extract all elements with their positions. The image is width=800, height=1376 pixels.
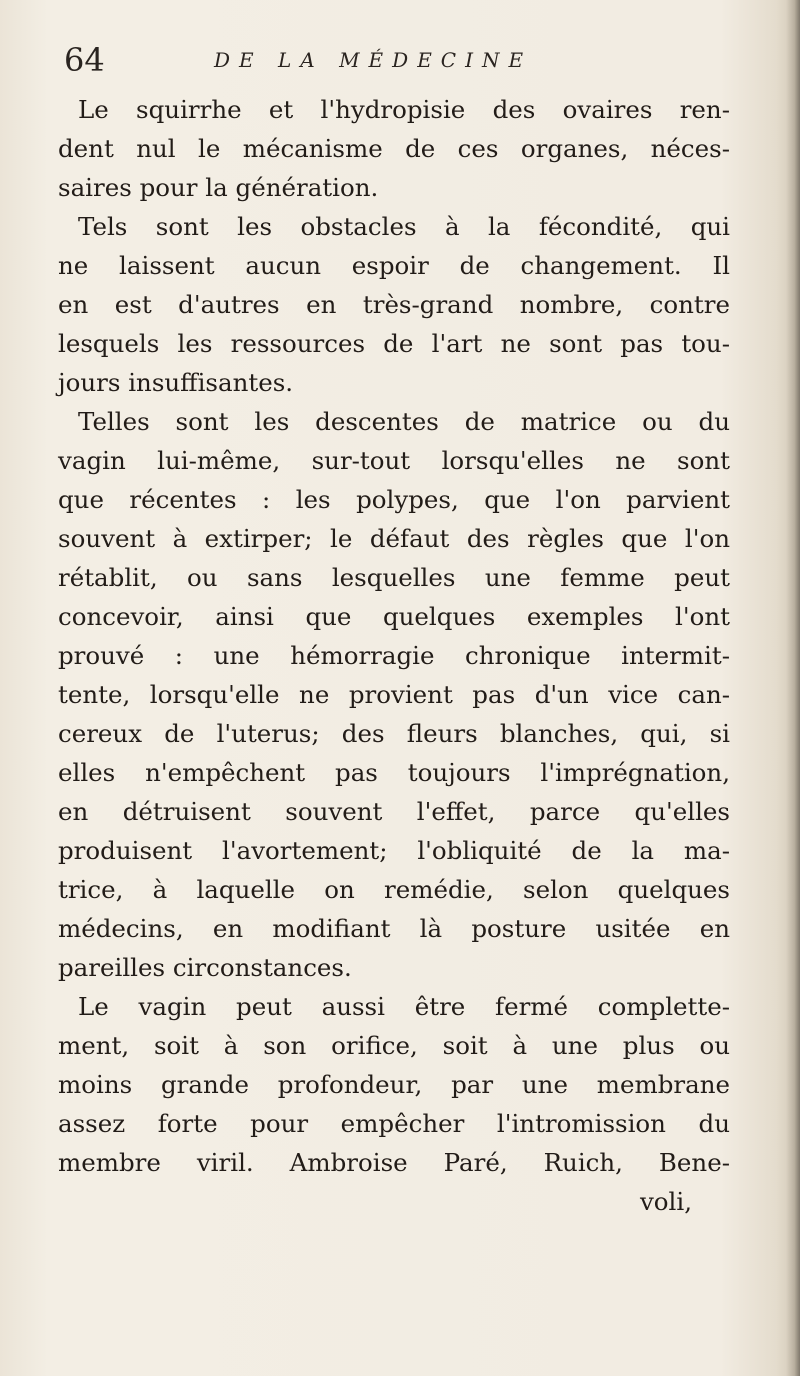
text-line: assez forte pour empêcher l'intromission du	[58, 1109, 730, 1138]
text-line: Telles sont les descentes de matrice ou du	[78, 407, 730, 436]
text-line: ne laissent aucun espoir de changement. Il	[58, 251, 730, 280]
text-line: saires pour la génération.	[58, 173, 379, 202]
text-line: trice, à laquelle on remédie, selon quelques	[58, 875, 730, 904]
text-line: Tels sont les obstacles à la fécondité, qui	[78, 212, 730, 241]
text-line: rétablit, ou sans lesquelles une femme peut	[58, 563, 730, 592]
text-line: en est d'autres en très-grand nombre, contre	[58, 290, 730, 319]
text-line: moins grande profondeur, par une membrane	[58, 1070, 730, 1099]
page-header	[64, 40, 654, 80]
running-title: DE LA MÉDECINE	[214, 48, 533, 72]
text-line: pareilles circonstances.	[58, 953, 352, 982]
text-line: membre viril. Ambroise Paré, Ruich, Bene-	[58, 1148, 730, 1177]
body-text	[58, 90, 730, 1221]
text-line: Le vagin peut aussi être fermé complette-	[78, 992, 730, 1021]
text-line: en détruisent souvent l'effet, parce qu'elles	[58, 797, 730, 826]
text-line: Le squirrhe et l'hydropisie des ovaires ren-	[78, 95, 730, 124]
text-line: ment, soit à son orifice, soit à une plus ou	[58, 1031, 730, 1060]
text-line: produisent l'avortement; l'obliquité de la ma-	[58, 836, 730, 865]
text-line: que récentes : les polypes, que l'on parvient	[58, 485, 730, 514]
text-line: souvent à extirper; le défaut des règles que l'on	[58, 524, 730, 553]
page-number: 64	[64, 41, 105, 79]
text-line: elles n'empêchent pas toujours l'imprégnation,	[58, 758, 730, 787]
text-line: prouvé : une hémorragie chronique intermit-	[58, 641, 730, 670]
text-line: tente, lorsqu'elle ne provient pas d'un vice can-	[58, 680, 730, 709]
catchword: voli,	[639, 1187, 692, 1216]
text-line: vagin lui-même, sur-tout lorsqu'elles ne sont	[58, 446, 730, 475]
page-edge-shadow	[786, 0, 800, 1376]
text-line: concevoir, ainsi que quelques exemples l'ont	[58, 602, 730, 631]
text-line: dent nul le mécanisme de ces organes, néces-	[58, 134, 730, 163]
text-line: lesquels les ressources de l'art ne sont pas tou-	[58, 329, 730, 358]
text-line: cereux de l'uterus; des fleurs blanches, qui, si	[58, 719, 730, 748]
text-line: jours insuffisantes.	[58, 368, 294, 397]
text-line: médecins, en modifiant là posture usitée en	[58, 914, 730, 943]
